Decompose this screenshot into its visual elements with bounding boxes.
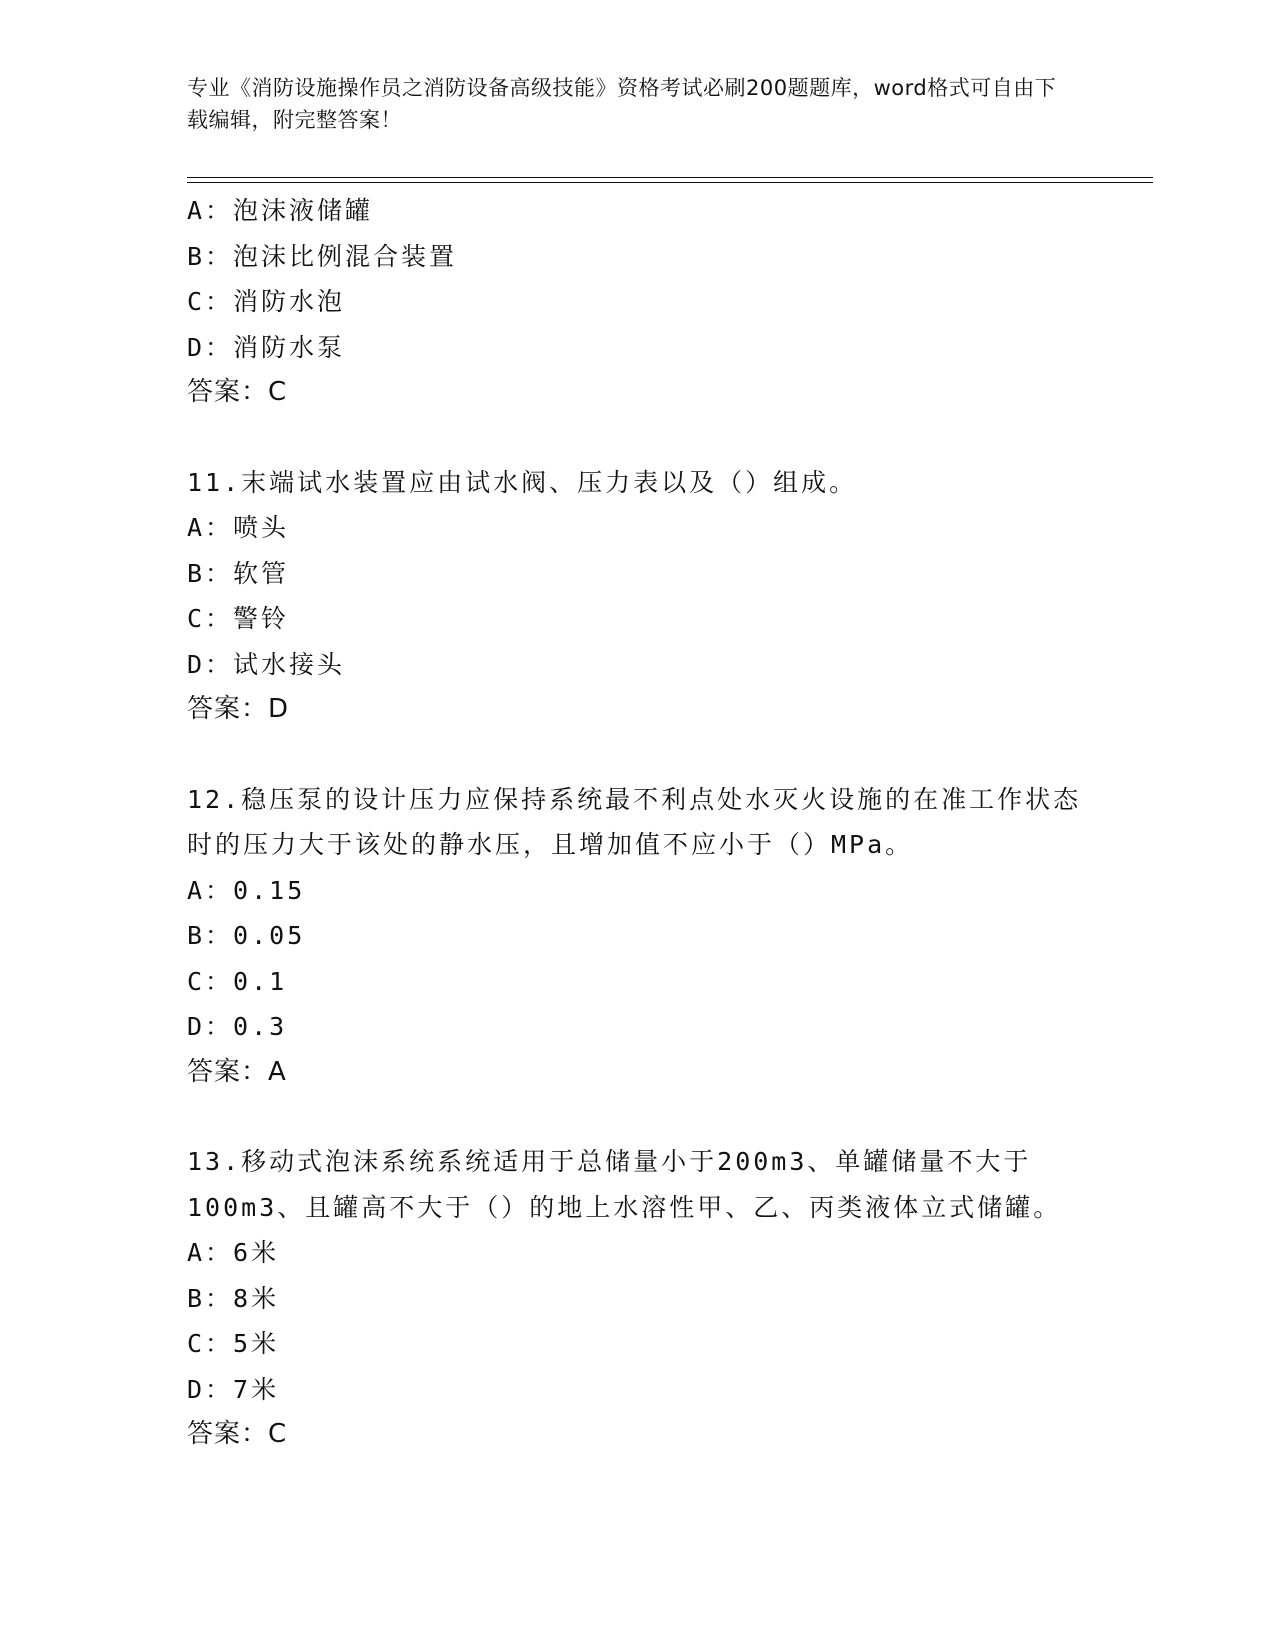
- question-11: [187, 460, 1087, 733]
- answer-line: 答案：A: [187, 1056, 287, 1087]
- question-12: [187, 777, 1087, 1096]
- header-divider-top: [187, 177, 1153, 178]
- question-stem: 11.末端试水装置应由试水阀、压力表以及（）组成。: [187, 467, 858, 497]
- option-d: D：消防水泵: [187, 332, 346, 362]
- option-c: C：消防水泡: [187, 287, 346, 316]
- header-divider-bottom: [187, 182, 1153, 183]
- answer-line: 答案：C: [187, 1419, 288, 1449]
- question-list: [187, 188, 1087, 1458]
- option-c: C：5米: [187, 1329, 280, 1358]
- option-a: A：喷头: [187, 513, 290, 542]
- option-b: B：软管: [187, 558, 290, 588]
- option-a: A：0.15: [187, 875, 306, 905]
- question-13: [187, 1139, 1087, 1458]
- question-stem: 13.移动式泡沫系统系统适用于总储量小于200m3、单罐储量不大于100m3、且罐高不大于（）的地上水溶性甲、乙、丙类液体立式储罐。: [187, 1147, 1062, 1222]
- option-d: D：试水接头: [187, 649, 346, 679]
- option-c: C：0.1: [187, 966, 288, 996]
- option-b: B：泡沫比例混合装置: [187, 241, 458, 271]
- option-a: A：泡沫液储罐: [187, 196, 374, 225]
- answer-line: 答案：C: [187, 377, 288, 407]
- answer-line: 答案：D: [187, 694, 290, 724]
- option-a: A：6米: [187, 1238, 280, 1267]
- partial-question: [187, 188, 1087, 416]
- option-b: B：0.05: [187, 921, 306, 950]
- question-stem: 12.稳压泵的设计压力应保持系统最不利点处水灭火设施的在准工作状态时的压力大于该处的静水压，且增加值不应小于（）MPa。: [187, 784, 1082, 859]
- option-d: D：0.3: [187, 1012, 288, 1041]
- document-header: 专业《消防设施操作员之消防设备高级技能》资格考试必刷200题题库，word格式可自由下载编辑，附完整答案！: [187, 76, 1057, 132]
- option-d: D：7米: [187, 1374, 280, 1404]
- option-b: B：8米: [187, 1283, 280, 1313]
- option-c: C：警铃: [187, 604, 290, 633]
